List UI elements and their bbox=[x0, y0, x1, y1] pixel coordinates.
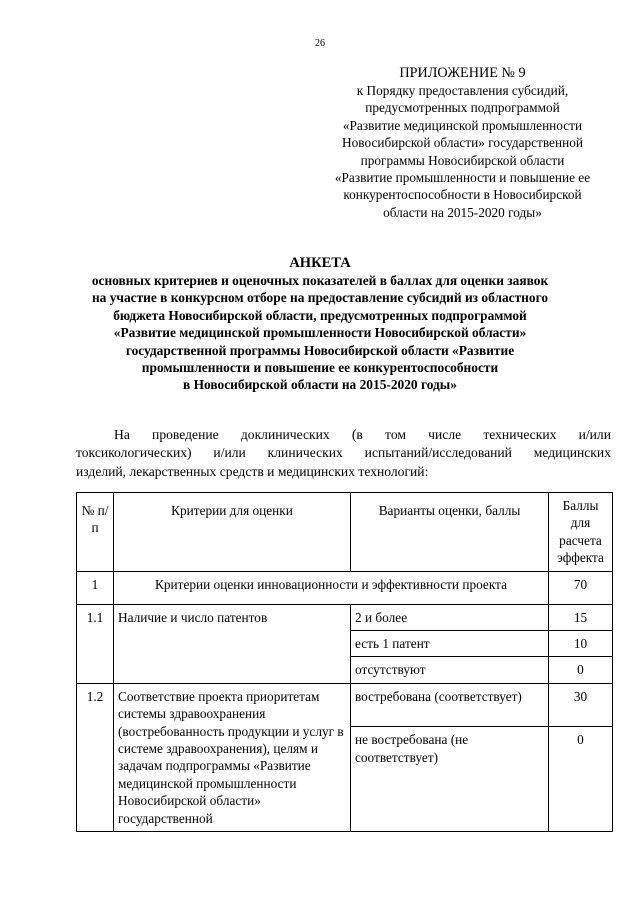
appendix-title: ПРИЛОЖЕНИЕ № 9 bbox=[399, 65, 526, 81]
section-title: Критерии оценки инновационности и эффективности проекта bbox=[114, 571, 549, 604]
section-points: 70 bbox=[549, 571, 613, 604]
row-criterion: Соответствие проекта приоритетам системы здравоохранения (востребованность продукции и услуг в системе здравоохранения), целям и задачам подпрограммы «Развитие медицинской промышленности Новосибирской области» государственной bbox=[114, 683, 351, 831]
intro-line: На проведение доклинических (в том числе технических и/или bbox=[114, 427, 611, 442]
header-options: Варианты оценки, баллы bbox=[351, 493, 549, 572]
appendix-line: предусмотренных подпрограммой bbox=[365, 100, 560, 116]
form-title-line: бюджета Новосибирской области, предусмотренных подпрограммой bbox=[113, 307, 527, 323]
row-option-points: 10 bbox=[549, 631, 613, 657]
appendix-line: программы Новосибирской области bbox=[360, 152, 565, 168]
row-option: есть 1 патент bbox=[351, 631, 549, 657]
intro-paragraph bbox=[76, 426, 611, 481]
form-title-line: промышленности и повышение ее конкурентоспособности bbox=[141, 360, 499, 376]
row-option-points: 0 bbox=[549, 727, 613, 832]
section-number: 1 bbox=[77, 571, 114, 604]
appendix-header bbox=[310, 64, 615, 221]
page-number: 26 bbox=[315, 38, 325, 49]
appendix-line: «Развитие промышленности и повышение ее bbox=[334, 170, 591, 186]
row-criterion: Наличие и число патентов bbox=[114, 604, 351, 683]
table-header-row bbox=[77, 493, 613, 572]
row-number: 1.2 bbox=[77, 683, 114, 831]
form-heading: АНКЕТА bbox=[289, 255, 351, 271]
row-option: не востребована (не соответствует) bbox=[351, 727, 549, 832]
criteria-table bbox=[76, 492, 613, 832]
header-number: № п/п bbox=[77, 493, 114, 572]
appendix-line: Новосибирской области» государственной bbox=[342, 135, 583, 151]
form-title-line: в Новосибирской области на 2015-2020 годы» bbox=[183, 377, 457, 393]
header-criteria: Критерии для оценки bbox=[114, 493, 351, 572]
form-title-line: на участие в конкурсном отборе на предоставление субсидий из областного bbox=[91, 290, 549, 306]
row-option-points: 30 bbox=[549, 683, 613, 726]
row-option: отсутствуют bbox=[351, 657, 549, 683]
row-option-points: 0 bbox=[549, 657, 613, 683]
intro-line: токсикологических) и/или клинических испытаний/исследований медицинских bbox=[76, 445, 611, 461]
row-number: 1.1 bbox=[77, 604, 114, 683]
row-option: 2 и более bbox=[351, 604, 549, 630]
appendix-line: к Порядку предоставления субсидий, bbox=[356, 83, 569, 98]
intro-line: изделий, лекарственных средств и медицинских технологий: bbox=[76, 463, 429, 479]
form-title-line: государственной программы Новосибирской области «Развитие bbox=[125, 342, 515, 358]
table-section-row bbox=[77, 571, 613, 604]
row-option-points: 15 bbox=[549, 604, 613, 630]
appendix-line: конкурентоспособности в Новосибирской bbox=[343, 187, 582, 203]
table-row bbox=[77, 683, 613, 726]
form-title-line: «Развитие медицинской промышленности Новосибирской области» bbox=[113, 325, 527, 341]
header-points: Баллы для расчета эффекта bbox=[549, 493, 613, 572]
row-option: востребована (соответствует) bbox=[351, 683, 549, 726]
appendix-line: «Развитие медицинской промышленности bbox=[342, 117, 583, 133]
appendix-line: области на 2015-2020 годы» bbox=[383, 204, 542, 220]
form-title-line: основных критериев и оценочных показателей в баллах для оценки заявок bbox=[91, 273, 549, 288]
table-row bbox=[77, 604, 613, 630]
form-title bbox=[60, 254, 580, 394]
